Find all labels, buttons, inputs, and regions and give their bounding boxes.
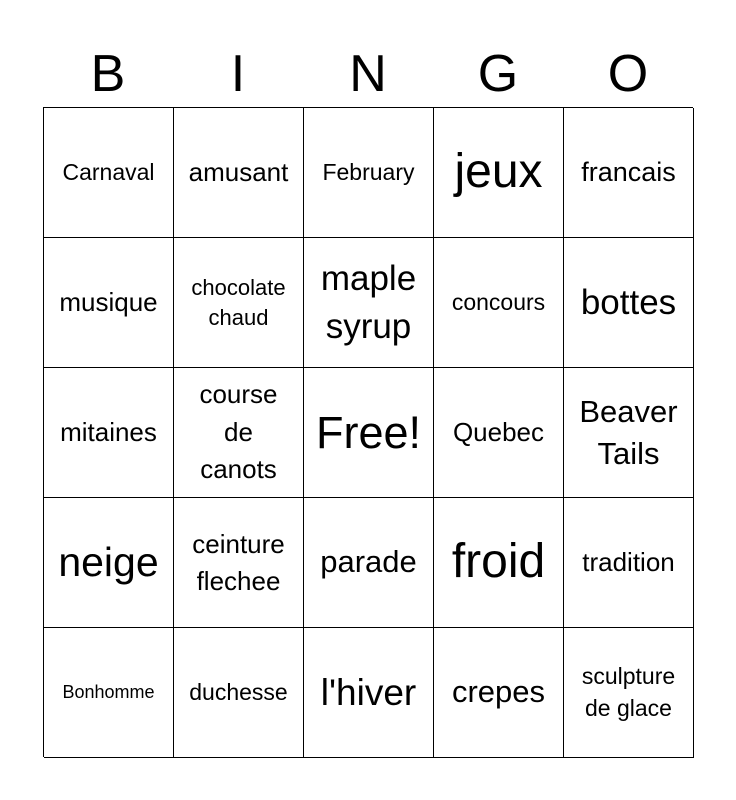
cell-label: jeux [454,145,543,199]
cell-label: course de canots [199,378,278,485]
cell-label: Bonhomme [62,681,155,702]
bingo-cell[interactable] [564,108,694,238]
cell-label: mitaines [60,417,157,448]
cell-label: duchesse [189,678,288,705]
header-letter-n: N [349,45,387,103]
cell-label: parade [320,544,417,580]
bingo-cell[interactable] [174,498,304,628]
bingo-cell[interactable] [44,108,174,238]
cell-label: l'hiver [320,671,417,713]
bingo-board [43,107,693,757]
cell-label: Beaver Tails [579,393,678,471]
cell-label: Quebec [452,417,545,448]
cell-label: crepes [451,674,546,710]
bingo-header [43,42,693,106]
cell-label: sculpture de glace [581,663,676,721]
bingo-cell[interactable] [304,628,434,758]
bingo-cell[interactable] [434,628,564,758]
cell-label: tradition [582,547,675,578]
free-space-label: Free! [315,406,422,458]
bingo-cell[interactable] [44,628,174,758]
bingo-cell[interactable] [564,498,694,628]
bingo-cell[interactable] [44,238,174,368]
bingo-cell[interactable] [174,368,304,498]
cell-label: maple syrup [320,259,417,346]
cell-label: francais [581,156,676,187]
bingo-cell[interactable] [564,628,694,758]
bingo-cell[interactable] [564,368,694,498]
cell-label: February [322,158,415,185]
cell-label: Carnaval [62,158,155,185]
free-space[interactable] [304,368,434,498]
bingo-cell[interactable] [174,238,304,368]
cell-label: ceinture flechee [192,529,285,596]
cell-label: musique [59,287,158,318]
bingo-cell[interactable] [304,108,434,238]
bingo-cell[interactable] [44,368,174,498]
header-letter-g: G [477,45,519,103]
bingo-cell[interactable] [174,108,304,238]
header-letter-b: B [90,45,126,103]
bingo-cell[interactable] [304,498,434,628]
cell-label: bottes [580,282,677,322]
cell-label: amusant [188,157,289,188]
bingo-cell[interactable] [434,498,564,628]
bingo-cell[interactable] [174,628,304,758]
bingo-cell[interactable] [304,238,434,368]
cell-label: neige [58,539,159,586]
cell-label: froid [451,535,546,589]
bingo-cell[interactable] [564,238,694,368]
bingo-cell[interactable] [434,238,564,368]
bingo-cell[interactable] [44,498,174,628]
bingo-cell[interactable] [434,108,564,238]
cell-label: chocolate chaud [191,274,286,330]
cell-label: concours [451,288,546,315]
bingo-cell[interactable] [434,368,564,498]
header-letter-o: O [607,45,649,103]
header-letter-i: I [230,45,246,103]
